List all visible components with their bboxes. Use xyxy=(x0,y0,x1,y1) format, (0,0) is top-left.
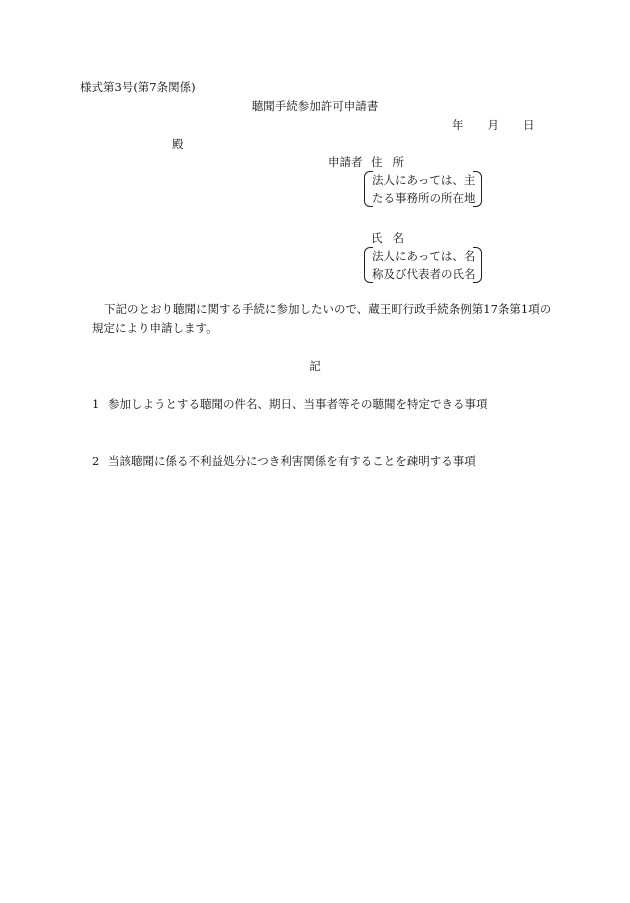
item-number: 2 xyxy=(92,454,100,468)
address-label: 住所 xyxy=(371,155,414,169)
body-text-line2: 規定により申請します。 xyxy=(92,321,218,335)
address-note-line1: 法人にあっては、主 xyxy=(372,173,476,187)
addressee-suffix: 殿 xyxy=(172,137,184,151)
right-paren xyxy=(473,171,482,207)
right-paren xyxy=(473,247,482,283)
body-text-line1: 下記のとおり聴聞に関する手続に参加したいので、蔵王町行政手続条例第17条第1項の xyxy=(104,302,552,316)
address-note-line2: たる事務所の所在地 xyxy=(372,191,476,205)
name-label: 氏名 xyxy=(371,231,414,245)
date-month: 月 xyxy=(487,118,499,132)
date-year: 年 xyxy=(452,118,464,132)
form-number: 様式第3号(第7条関係) xyxy=(80,80,196,94)
page-title: 聴聞手続参加許可申請書 xyxy=(251,99,379,113)
list-item xyxy=(92,399,488,411)
address-note xyxy=(364,171,482,207)
applicant-label: 申請者 xyxy=(328,155,363,169)
date-day: 日 xyxy=(523,118,535,132)
name-note-line1: 法人にあっては、名 xyxy=(372,249,476,263)
item-number: 1 xyxy=(92,397,100,411)
item-text: 参加しようとする聴聞の件名、期日、当事者等その聴聞を特定できる事項 xyxy=(108,397,488,411)
name-note-line2: 称及び代表者の氏名 xyxy=(372,267,476,281)
ki-heading: 記 xyxy=(309,359,321,373)
date-line xyxy=(452,120,535,132)
name-note xyxy=(364,247,482,283)
item-text: 当該聴聞に係る不利益処分につき利害関係を有することを疎明する事項 xyxy=(108,454,476,468)
list-item xyxy=(92,456,476,468)
